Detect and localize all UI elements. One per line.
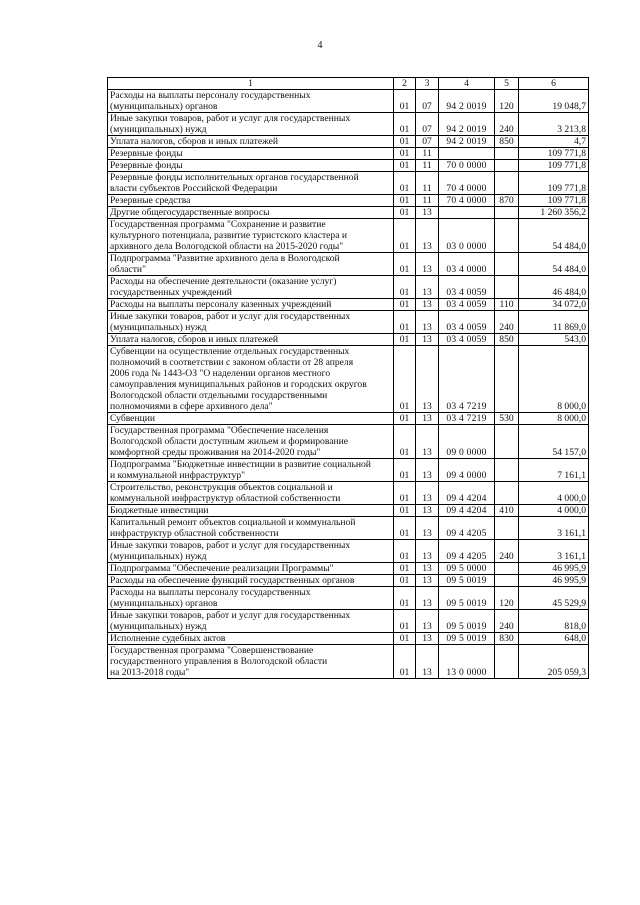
table-row bbox=[108, 540, 589, 563]
row-section: 01 bbox=[394, 540, 416, 563]
row-subsection: 13 bbox=[416, 633, 439, 645]
row-subsection: 13 bbox=[416, 346, 439, 413]
row-subsection: 13 bbox=[416, 505, 439, 517]
row-amount: 46 484,0 bbox=[519, 276, 589, 299]
row-amount: 4 000,0 bbox=[519, 482, 589, 505]
row-section: 01 bbox=[394, 207, 416, 219]
row-target-article: 03 0 0000 bbox=[439, 219, 495, 253]
row-amount: 8 000,0 bbox=[519, 346, 589, 413]
row-expense-type bbox=[495, 459, 519, 482]
row-section: 01 bbox=[394, 136, 416, 148]
row-subsection: 07 bbox=[416, 113, 439, 136]
row-expense-type: 870 bbox=[495, 195, 519, 207]
row-expense-type: 410 bbox=[495, 505, 519, 517]
row-name: Подпрограмма "Бюджетные инвестиции в развитие социальной и коммунальной инфраструктур" bbox=[108, 459, 394, 482]
table-row bbox=[108, 505, 589, 517]
row-name: Расходы на выплаты персоналу государственных (муниципальных) органов bbox=[108, 587, 394, 610]
row-target-article: 70 4 0000 bbox=[439, 195, 495, 207]
table-row bbox=[108, 633, 589, 645]
row-section: 01 bbox=[394, 563, 416, 575]
row-name: Строительство, реконструкция объектов социальной и коммунальной инфраструктур областной собственности bbox=[108, 482, 394, 505]
row-name: Иные закупки товаров, работ и услуг для государственных (муниципальных) нужд bbox=[108, 311, 394, 334]
row-section: 01 bbox=[394, 587, 416, 610]
row-expense-type bbox=[495, 219, 519, 253]
row-target-article bbox=[439, 148, 495, 160]
table-row bbox=[108, 575, 589, 587]
row-subsection: 11 bbox=[416, 160, 439, 172]
row-amount: 818,0 bbox=[519, 610, 589, 633]
row-amount: 7 161,1 bbox=[519, 459, 589, 482]
row-name: Уплата налогов, сборов и иных платежей bbox=[108, 136, 394, 148]
row-expense-type: 110 bbox=[495, 299, 519, 311]
row-section: 01 bbox=[394, 311, 416, 334]
header-col-4: 4 bbox=[439, 78, 495, 90]
row-amount: 3 213,8 bbox=[519, 113, 589, 136]
row-amount: 46 995,9 bbox=[519, 575, 589, 587]
row-section: 01 bbox=[394, 113, 416, 136]
row-section: 01 bbox=[394, 517, 416, 540]
header-col-5: 5 bbox=[495, 78, 519, 90]
row-amount: 3 161,1 bbox=[519, 540, 589, 563]
row-section: 01 bbox=[394, 195, 416, 207]
table-row bbox=[108, 563, 589, 575]
table-row bbox=[108, 253, 589, 276]
row-target-article bbox=[439, 207, 495, 219]
row-expense-type: 240 bbox=[495, 113, 519, 136]
row-target-article: 09 5 0019 bbox=[439, 575, 495, 587]
row-section: 01 bbox=[394, 425, 416, 459]
row-subsection: 13 bbox=[416, 587, 439, 610]
row-section: 01 bbox=[394, 575, 416, 587]
row-expense-type bbox=[495, 148, 519, 160]
row-subsection: 13 bbox=[416, 413, 439, 425]
row-name: Уплата налогов, сборов и иных платежей bbox=[108, 334, 394, 346]
row-section: 01 bbox=[394, 253, 416, 276]
row-target-article: 09 5 0000 bbox=[439, 563, 495, 575]
row-target-article: 09 4 4205 bbox=[439, 540, 495, 563]
row-name: Капитальный ремонт объектов социальной и коммунальной инфраструктур областной собственности bbox=[108, 517, 394, 540]
row-subsection: 11 bbox=[416, 195, 439, 207]
table-row bbox=[108, 219, 589, 253]
table-row bbox=[108, 334, 589, 346]
row-expense-type bbox=[495, 346, 519, 413]
row-name: Иные закупки товаров, работ и услуг для государственных (муниципальных) нужд bbox=[108, 610, 394, 633]
table-row bbox=[108, 425, 589, 459]
row-name: Расходы на обеспечение деятельности (оказание услуг) государственных учреждений bbox=[108, 276, 394, 299]
budget-table bbox=[107, 77, 589, 679]
row-target-article: 03 4 0000 bbox=[439, 253, 495, 276]
row-name: Иные закупки товаров, работ и услуг для государственных (муниципальных) нужд bbox=[108, 540, 394, 563]
row-amount: 3 161,1 bbox=[519, 517, 589, 540]
row-section: 01 bbox=[394, 459, 416, 482]
row-target-article: 09 4 4205 bbox=[439, 517, 495, 540]
row-expense-type: 530 bbox=[495, 413, 519, 425]
table-row bbox=[108, 160, 589, 172]
row-amount: 109 771,8 bbox=[519, 148, 589, 160]
row-subsection: 13 bbox=[416, 575, 439, 587]
row-subsection: 13 bbox=[416, 645, 439, 679]
table-row bbox=[108, 276, 589, 299]
row-target-article: 13 0 0000 bbox=[439, 645, 495, 679]
row-expense-type bbox=[495, 425, 519, 459]
row-expense-type bbox=[495, 160, 519, 172]
row-section: 01 bbox=[394, 172, 416, 195]
row-expense-type: 240 bbox=[495, 610, 519, 633]
header-row bbox=[108, 78, 589, 90]
row-expense-type bbox=[495, 276, 519, 299]
row-section: 01 bbox=[394, 148, 416, 160]
row-section: 01 bbox=[394, 505, 416, 517]
row-section: 01 bbox=[394, 334, 416, 346]
row-name: Бюджетные инвестиции bbox=[108, 505, 394, 517]
table-row bbox=[108, 346, 589, 413]
row-expense-type bbox=[495, 207, 519, 219]
row-subsection: 13 bbox=[416, 540, 439, 563]
row-target-article: 94 2 0019 bbox=[439, 113, 495, 136]
row-expense-type: 830 bbox=[495, 633, 519, 645]
row-target-article: 03 4 0059 bbox=[439, 276, 495, 299]
row-name: Государственная программа "Совершенствование государственного управления в Вологодской области на 2013-2018 годы" bbox=[108, 645, 394, 679]
row-expense-type bbox=[495, 645, 519, 679]
row-name: Расходы на выплаты персоналу государственных (муниципальных) органов bbox=[108, 90, 394, 113]
row-expense-type: 120 bbox=[495, 587, 519, 610]
row-amount: 19 048,7 bbox=[519, 90, 589, 113]
row-name: Иные закупки товаров, работ и услуг для государственных (муниципальных) нужд bbox=[108, 113, 394, 136]
row-name: Государственная программа "Обеспечение населения Вологодской области доступным жильем и формирование комфортной среды проживания на 2014-2020 годы" bbox=[108, 425, 394, 459]
row-amount: 4,7 bbox=[519, 136, 589, 148]
row-subsection: 13 bbox=[416, 219, 439, 253]
header-col-2: 2 bbox=[394, 78, 416, 90]
row-section: 01 bbox=[394, 160, 416, 172]
row-target-article: 09 4 4204 bbox=[439, 482, 495, 505]
row-amount: 109 771,8 bbox=[519, 160, 589, 172]
row-amount: 1 260 356,2 bbox=[519, 207, 589, 219]
table-row bbox=[108, 113, 589, 136]
row-target-article: 09 5 0019 bbox=[439, 633, 495, 645]
row-amount: 45 529,9 bbox=[519, 587, 589, 610]
row-section: 01 bbox=[394, 413, 416, 425]
row-amount: 543,0 bbox=[519, 334, 589, 346]
row-target-article: 03 4 0059 bbox=[439, 334, 495, 346]
row-name: Подпрограмма "Обеспечение реализации Программы" bbox=[108, 563, 394, 575]
row-section: 01 bbox=[394, 346, 416, 413]
row-target-article: 09 4 4204 bbox=[439, 505, 495, 517]
row-target-article: 03 4 0059 bbox=[439, 299, 495, 311]
row-subsection: 13 bbox=[416, 459, 439, 482]
table-row bbox=[108, 459, 589, 482]
row-subsection: 11 bbox=[416, 172, 439, 195]
row-subsection: 11 bbox=[416, 148, 439, 160]
row-subsection: 13 bbox=[416, 276, 439, 299]
header-col-1: 1 bbox=[108, 78, 394, 90]
row-amount: 54 157,0 bbox=[519, 425, 589, 459]
row-target-article: 70 4 0000 bbox=[439, 172, 495, 195]
row-target-article: 03 4 7219 bbox=[439, 346, 495, 413]
row-expense-type: 240 bbox=[495, 311, 519, 334]
row-subsection: 13 bbox=[416, 253, 439, 276]
row-amount: 648,0 bbox=[519, 633, 589, 645]
row-name: Резервные средства bbox=[108, 195, 394, 207]
row-section: 01 bbox=[394, 610, 416, 633]
row-expense-type: 240 bbox=[495, 540, 519, 563]
row-expense-type: 850 bbox=[495, 136, 519, 148]
row-amount: 34 072,0 bbox=[519, 299, 589, 311]
row-subsection: 13 bbox=[416, 517, 439, 540]
row-subsection: 07 bbox=[416, 136, 439, 148]
table-row bbox=[108, 610, 589, 633]
row-name: Субвенции bbox=[108, 413, 394, 425]
row-amount: 205 059,3 bbox=[519, 645, 589, 679]
table-row bbox=[108, 299, 589, 311]
row-name: Исполнение судебных актов bbox=[108, 633, 394, 645]
row-subsection: 13 bbox=[416, 334, 439, 346]
row-target-article: 09 4 0000 bbox=[439, 459, 495, 482]
row-amount: 109 771,8 bbox=[519, 172, 589, 195]
row-subsection: 13 bbox=[416, 311, 439, 334]
row-target-article: 09 0 0000 bbox=[439, 425, 495, 459]
row-subsection: 13 bbox=[416, 610, 439, 633]
row-subsection: 13 bbox=[416, 425, 439, 459]
table-row bbox=[108, 587, 589, 610]
table-row bbox=[108, 90, 589, 113]
row-expense-type bbox=[495, 575, 519, 587]
row-amount: 8 000,0 bbox=[519, 413, 589, 425]
row-amount: 46 995,9 bbox=[519, 563, 589, 575]
table-row bbox=[108, 645, 589, 679]
row-expense-type bbox=[495, 172, 519, 195]
row-target-article: 94 2 0019 bbox=[439, 136, 495, 148]
header-col-6: 6 bbox=[519, 78, 589, 90]
row-expense-type bbox=[495, 253, 519, 276]
table-row bbox=[108, 413, 589, 425]
table-row bbox=[108, 482, 589, 505]
row-subsection: 13 bbox=[416, 207, 439, 219]
row-section: 01 bbox=[394, 633, 416, 645]
table-row bbox=[108, 207, 589, 219]
row-expense-type bbox=[495, 563, 519, 575]
table-row bbox=[108, 172, 589, 195]
row-expense-type bbox=[495, 517, 519, 540]
row-name: Другие общегосударственные вопросы bbox=[108, 207, 394, 219]
table-row bbox=[108, 517, 589, 540]
page-number: 4 bbox=[317, 40, 323, 51]
row-name: Государственная программа "Сохранение и развитие культурного потенциала, развитие туристского кластера и архивного дела Вологодской области на 2015-2020 годы" bbox=[108, 219, 394, 253]
row-name: Резервные фонды bbox=[108, 148, 394, 160]
row-subsection: 13 bbox=[416, 563, 439, 575]
row-amount: 54 484,0 bbox=[519, 219, 589, 253]
row-section: 01 bbox=[394, 90, 416, 113]
row-amount: 54 484,0 bbox=[519, 253, 589, 276]
row-expense-type: 850 bbox=[495, 334, 519, 346]
row-section: 01 bbox=[394, 276, 416, 299]
row-section: 01 bbox=[394, 482, 416, 505]
row-name: Подпрограмма "Развитие архивного дела в Вологодской области" bbox=[108, 253, 394, 276]
table-row bbox=[108, 148, 589, 160]
row-amount: 11 869,0 bbox=[519, 311, 589, 334]
row-expense-type: 120 bbox=[495, 90, 519, 113]
row-subsection: 13 bbox=[416, 482, 439, 505]
row-name: Резервные фонды исполнительных органов государственной власти субъектов Российской Федерации bbox=[108, 172, 394, 195]
row-target-article: 03 4 7219 bbox=[439, 413, 495, 425]
row-name: Субвенции на осуществление отдельных государственных полномочий в соответствии с законом области от 28 апреля 2006 года № 1443-ОЗ "О наделении органов местного самоуправления муниципальных районов и городских округов Вологодской области отдельными государственными полномочиями в сфере архивного дела" bbox=[108, 346, 394, 413]
row-name: Резервные фонды bbox=[108, 160, 394, 172]
header-col-3: 3 bbox=[416, 78, 439, 90]
row-target-article: 03 4 0059 bbox=[439, 311, 495, 334]
row-section: 01 bbox=[394, 645, 416, 679]
row-amount: 4 000,0 bbox=[519, 505, 589, 517]
row-subsection: 07 bbox=[416, 90, 439, 113]
row-target-article: 09 5 0019 bbox=[439, 587, 495, 610]
row-name: Расходы на обеспечение функций государственных органов bbox=[108, 575, 394, 587]
table-row bbox=[108, 136, 589, 148]
row-section: 01 bbox=[394, 219, 416, 253]
row-target-article: 94 2 0019 bbox=[439, 90, 495, 113]
row-target-article: 70 0 0000 bbox=[439, 160, 495, 172]
row-amount: 109 771,8 bbox=[519, 195, 589, 207]
row-expense-type bbox=[495, 482, 519, 505]
table-row bbox=[108, 195, 589, 207]
row-subsection: 13 bbox=[416, 299, 439, 311]
row-target-article: 09 5 0019 bbox=[439, 610, 495, 633]
table-row bbox=[108, 311, 589, 334]
row-name: Расходы на выплаты персоналу казенных учреждений bbox=[108, 299, 394, 311]
row-section: 01 bbox=[394, 299, 416, 311]
